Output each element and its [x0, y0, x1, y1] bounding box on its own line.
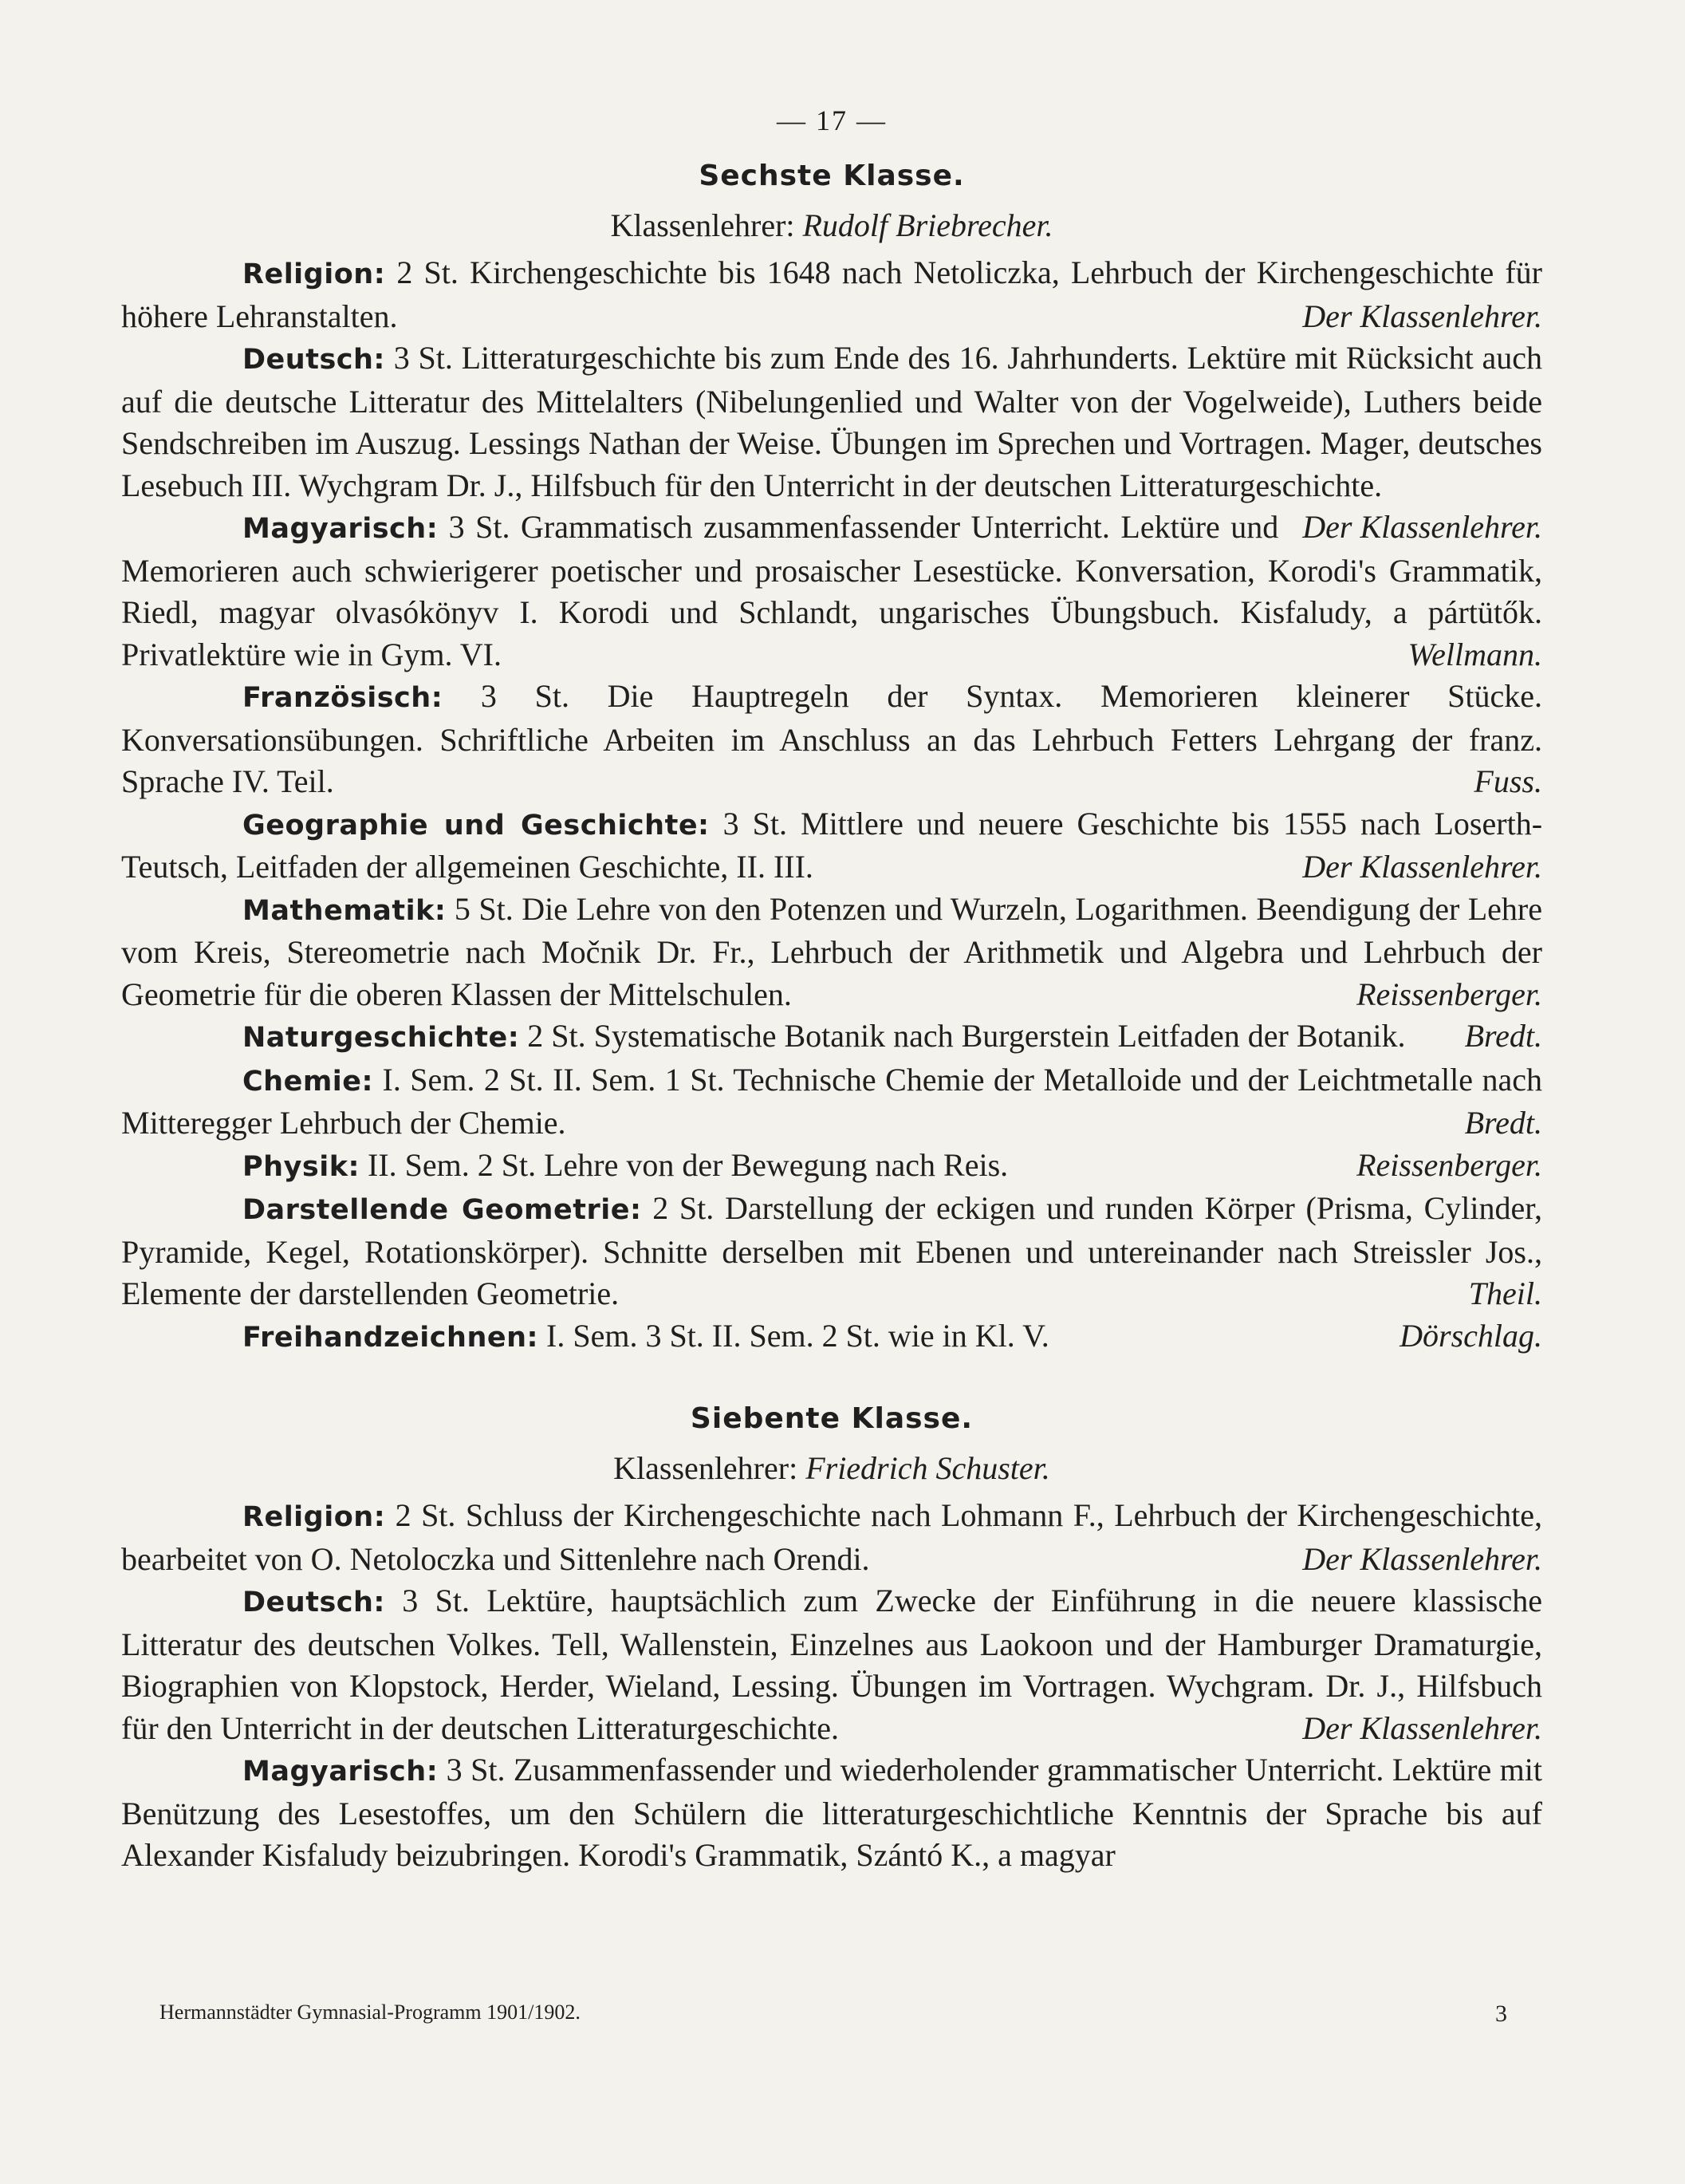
subject-entry — [121, 676, 1542, 803]
subject-teacher: Reissenberger. — [1356, 976, 1542, 1012]
subject-description: 2 St. Darstellung der eckigen und runden Körper (Prisma, Cylinder, Pyramide, Kegel, Rotationskörper). Schnitte derselben mit Ebenen und untereinander nach Streissler Jos., Elemente der darstellenden Geometrie. — [121, 1190, 1543, 1311]
subject-name: Geographie und Geschichte: — [242, 809, 710, 842]
subject-teacher: Dörschlag. — [1400, 1317, 1542, 1354]
subject-description: 2 St. Schluss der Kirchengeschichte nach Lohmann F., Lehrbuch der Kirchengeschichte, bearbeitet von O. Netoloczka und Sittenlehre nach Orendi. — [121, 1497, 1543, 1577]
class-teacher-name: Rudolf Briebrecher. — [802, 207, 1053, 243]
subject-entry — [121, 889, 1542, 1016]
subject-teacher: Der Klassenlehrer. — [1302, 849, 1542, 885]
subject-entry — [121, 1495, 1542, 1580]
subject-name: Magyarisch: — [242, 513, 439, 545]
subject-entry — [121, 1145, 1542, 1189]
subject-teacher: Der Klassenlehrer. — [1302, 1540, 1542, 1577]
subject-teacher: Bredt. — [1464, 1105, 1542, 1141]
subject-name: Chemie: — [242, 1065, 374, 1098]
page-content — [121, 104, 1542, 1877]
subject-teacher: Der Klassenlehrer. — [1302, 509, 1542, 545]
subject-teacher: Der Klassenlehrer. — [1302, 298, 1542, 334]
page-footer — [159, 2001, 1507, 2028]
subject-entry — [121, 1059, 1542, 1145]
subject-name: Physik: — [242, 1150, 360, 1183]
class-teacher-line — [121, 1449, 1542, 1487]
subject-entry — [121, 1580, 1542, 1749]
subject-name: Religion: — [242, 1501, 386, 1533]
subject-description: 3 St. Zusammenfassender und wiederholender grammatischer Unterricht. Lektüre mit Benützung des Lesestoffes, um den Schülern die litteraturgeschichtliche Kenntnis der Sprache bis auf Alexander Kisfaludy beizubringen. Korodi's Grammatik, Szántó K., a magyar — [121, 1752, 1543, 1873]
footer-sheet-number: 3 — [1495, 2001, 1507, 2027]
subject-description: 3 St. Litteraturgeschichte bis zum Ende des 16. Jahrhunderts. Lektüre mit Rücksicht auch auf die deutsche Litteratur des Mittelalters (Nibelungenlied und Walter von der Vogelweide), Luthers beide Sendschreiben im Auszug. Lessings Nathan der Weise. Übungen im Sprechen und Vortragen. Mager, deutsches Lesebuch III. Wychgram Dr. J., Hilfsbuch für den Unterricht in der deutschen Litteraturgeschichte. — [121, 340, 1542, 503]
subject-description: 3 St. Mittlere und neuere Geschichte bis 1555 nach Loserth-Teutsch, Leitfaden der allgemeinen Geschichte, II. III. — [121, 805, 1543, 885]
class-teacher-label: Klassenlehrer: — [610, 207, 795, 243]
section-gap — [121, 1358, 1542, 1402]
subject-entry — [121, 1015, 1542, 1059]
subject-teacher: Bredt. — [1464, 1018, 1542, 1054]
subject-description: I. Sem. 2 St. II. Sem. 1 St. Technische Chemie der Metalloide und der Leichtmetalle nach Mitteregger Lehrbuch der Chemie. — [121, 1061, 1542, 1141]
subject-entry — [121, 252, 1542, 337]
subject-description: 2 St. Systematische Botanik nach Burgerstein Leitfaden der Botanik. — [527, 1018, 1406, 1054]
subject-description: I. Sem. 3 St. II. Sem. 2 St. wie in Kl. V. — [546, 1317, 1049, 1354]
subject-name: Religion: — [242, 258, 386, 290]
footer-publication: Hermannstädter Gymnasial-Programm 1901/1902. — [159, 2001, 581, 2024]
subject-name: Naturgeschichte: — [242, 1022, 520, 1054]
subject-name: Französisch: — [242, 682, 443, 714]
sections — [121, 160, 1542, 1877]
subject-name: Darstellende Geometrie: — [242, 1194, 642, 1226]
class-teacher-name: Friedrich Schuster. — [805, 1450, 1050, 1486]
subject-entry — [121, 803, 1542, 889]
subject-teacher: Theil. — [1468, 1275, 1542, 1311]
page-number: — 17 — — [777, 104, 887, 136]
subject-description: 3 St. Lektüre, hauptsächlich zum Zwecke der Einführung in die neuere klassische Litteratur des deutschen Volkes. Tell, Wallenstein, Einzelnes aus Laokoon und der Hamburger Dramaturgie, Biographien von Klopstock, Herder, Wieland, Lessing. Übungen im Vortragen. Wychgram. Dr. J., Hilfsbuch für den Unterricht in der deutschen Litteraturgeschichte. — [121, 1583, 1542, 1746]
subject-name: Freihandzeichnen: — [242, 1321, 539, 1354]
subject-description: 5 St. Die Lehre von den Potenzen und Wurzeln, Logarithmen. Beendigung der Lehre vom Kreis, Stereometrie nach Močnik Dr. Fr., Lehrbuch der Arithmetik und Algebra und Lehrbuch der Geometrie für die oberen Klassen der Mittelschulen. — [121, 890, 1543, 1012]
subject-teacher: Fuss. — [1474, 763, 1542, 799]
subject-entry — [121, 1188, 1542, 1315]
subject-name: Deutsch: — [242, 1587, 385, 1618]
subject-description: 3 St. Grammatisch zusammenfassender Unterricht. Lektüre und Memorieren auch schwierigerer poetischer und prosaischer Lesestücke. Konversation, Korodi's Grammatik, Riedl, magyar olvasókönyv I. Korodi und Schlandt, ungarisches Übungsbuch. Kisfaludy, a pártütők. Privatlektüre wie in Gym. VI. — [121, 509, 1542, 672]
subject-entry — [121, 1749, 1542, 1877]
subject-name: Mathematik: — [242, 894, 447, 927]
section-title: Sechste Klasse. — [699, 160, 965, 192]
class-teacher-label: Klassenlehrer: — [613, 1450, 798, 1486]
subject-description: 3 St. Die Hauptregeln der Syntax. Memorieren kleinerer Stücke. Konversationsübungen. Schriftliche Arbeiten im Anschluss an das Lehrbuch Fetters Lehrgang der franz. Sprache IV. Teil. — [121, 678, 1543, 799]
section-title: Siebente Klasse. — [690, 1402, 974, 1435]
subject-entry — [121, 1315, 1542, 1359]
subject-name: Deutsch: — [242, 344, 385, 376]
class-teacher-line — [121, 207, 1542, 244]
subject-teacher: Der Klassenlehrer. — [1302, 1709, 1542, 1746]
subject-description: 2 St. Kirchengeschichte bis 1648 nach Netoliczka, Lehrbuch der Kirchengeschichte für höhere Lehranstalten. — [121, 254, 1543, 334]
subject-teacher: Reissenberger. — [1356, 1146, 1542, 1183]
subject-name: Magyarisch: — [242, 1756, 439, 1788]
subject-description: II. Sem. 2 St. Lehre von der Bewegung nach Reis. — [368, 1146, 1009, 1183]
subject-teacher: Wellmann. — [1407, 636, 1542, 672]
